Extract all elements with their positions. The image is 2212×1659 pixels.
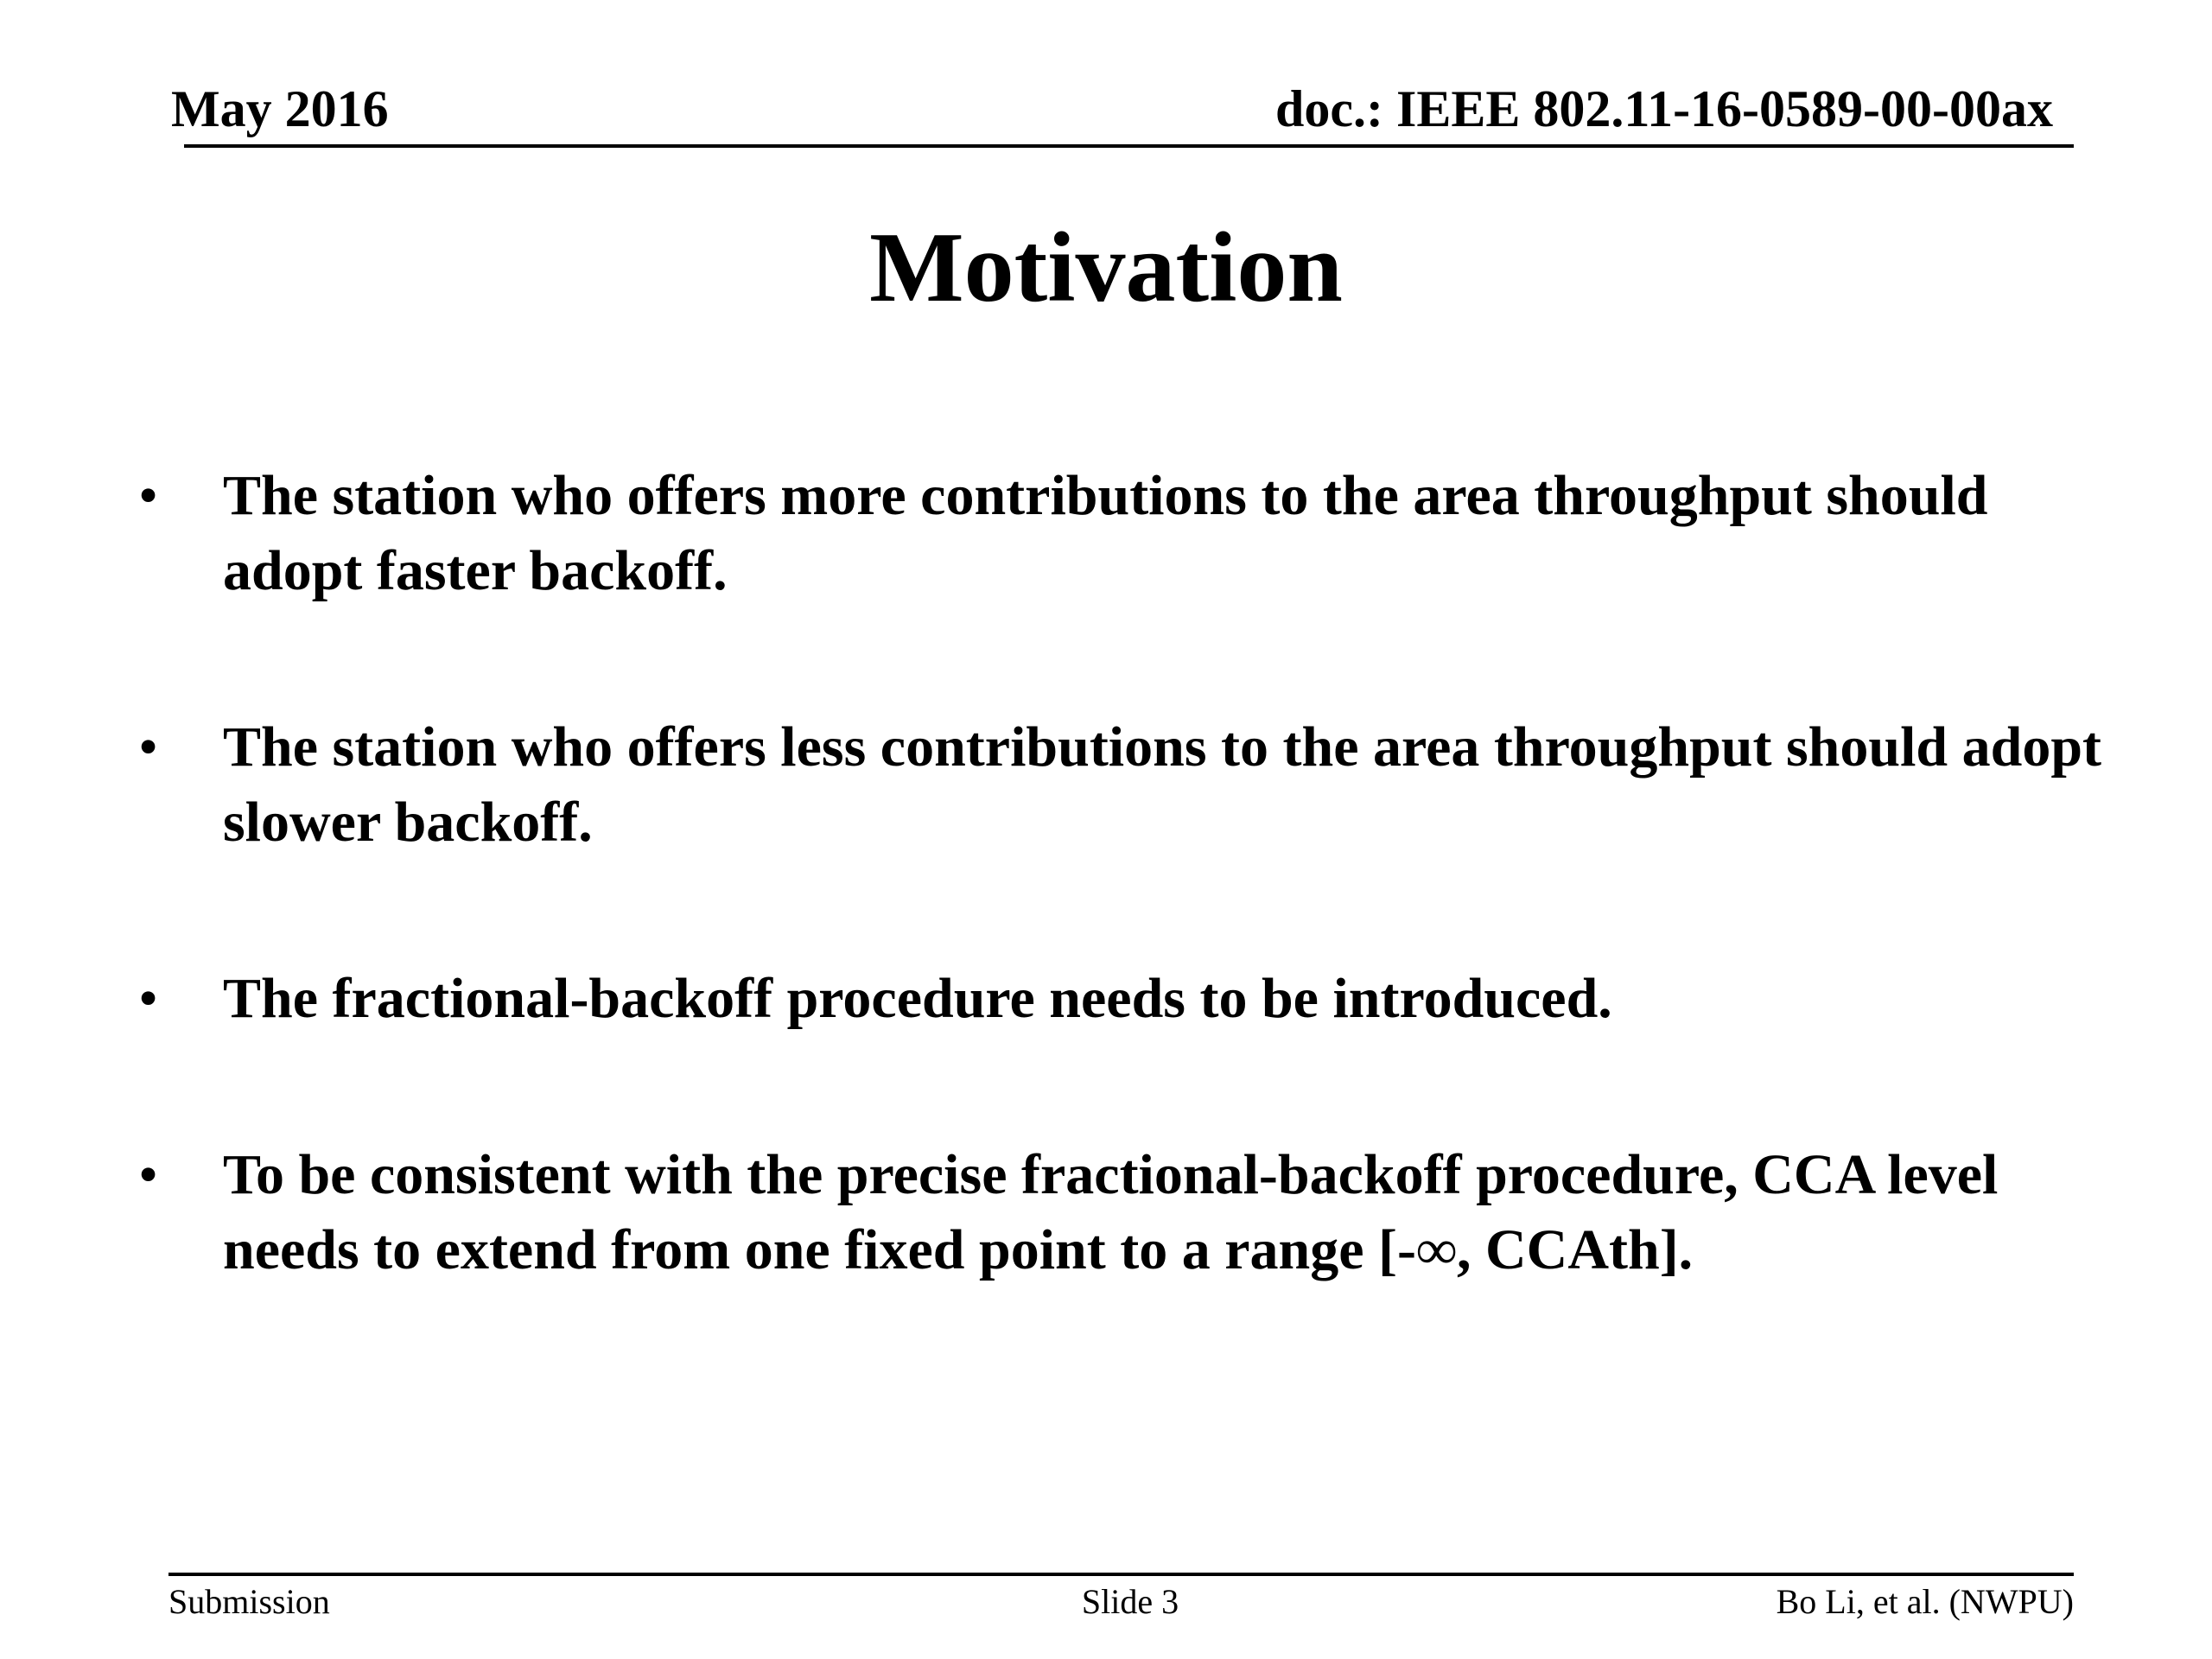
bullet-marker: • xyxy=(138,715,159,779)
bullet-item xyxy=(138,709,2126,860)
footer-submission: Submission xyxy=(168,1582,330,1621)
bullet-list xyxy=(138,458,2126,1287)
bullet-text: The station who offers more contributions to the area throughput should adopt faster backoff. xyxy=(223,464,1988,602)
bullet-text: The fractional-backoff procedure needs to be introduced. xyxy=(223,967,1612,1030)
footer-author: Bo Li, et al. (NWPU) xyxy=(1776,1582,2074,1621)
bullet-item xyxy=(138,458,2126,608)
bullet-item xyxy=(138,961,2126,1036)
bullet-text: The station who offers less contributions to the area throughput should adopt slower backoff. xyxy=(223,715,2102,854)
bullet-marker: • xyxy=(138,464,159,527)
bullet-marker: • xyxy=(138,967,159,1030)
bullet-marker: • xyxy=(138,1143,159,1206)
slide-title: Motivation xyxy=(869,213,1343,323)
header-document-id: doc.: IEEE 802.11-16-0589-00-00ax xyxy=(1275,80,2053,137)
header-divider xyxy=(184,144,2074,148)
header-date: May 2016 xyxy=(171,80,389,137)
bullet-item xyxy=(138,1137,2126,1287)
bullet-text: To be consistent with the precise fractional-backoff procedure, CCA level needs to extend from one fixed point to a range [-∞, CCAth]. xyxy=(223,1143,1999,1281)
footer-slide-number: Slide 3 xyxy=(1081,1582,1179,1621)
footer-divider xyxy=(168,1573,2074,1576)
